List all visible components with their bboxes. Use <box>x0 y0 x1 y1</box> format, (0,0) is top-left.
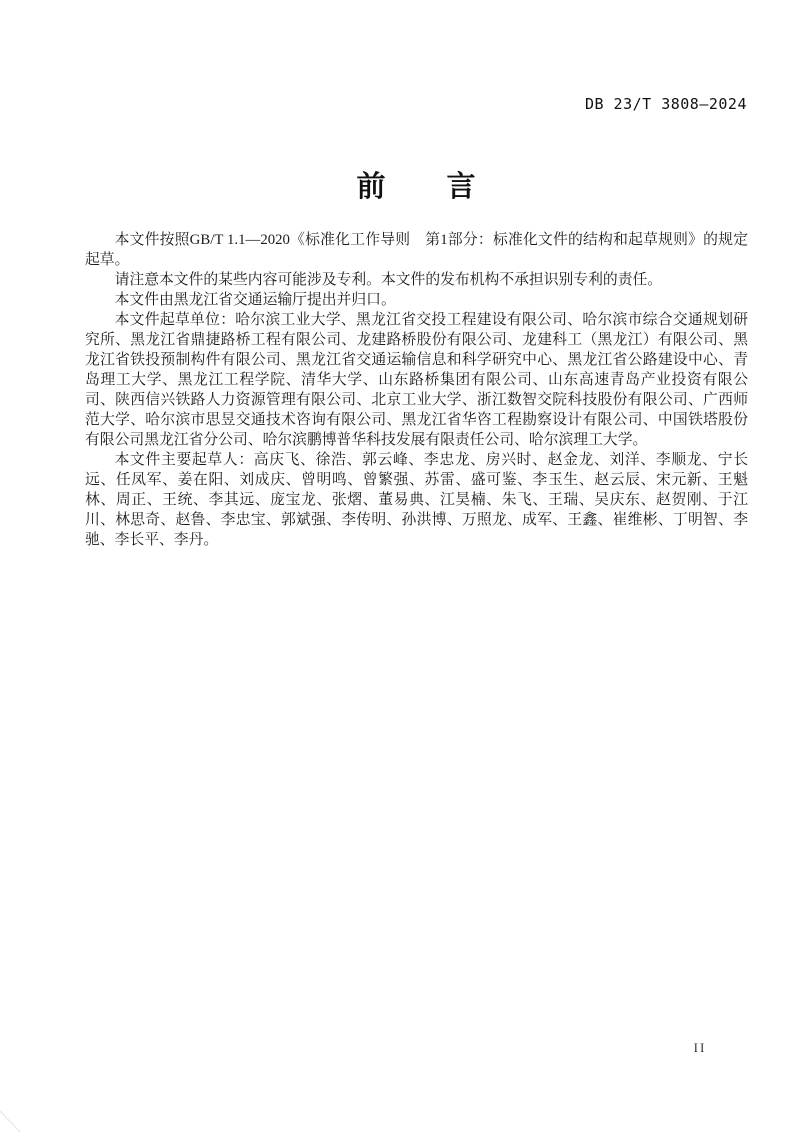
paragraph-drafting-rules: 本文件按照GB/T 1.1—2020《标准化工作导则 第1部分：标准化文件的结构和起草规则》的规定起草。 <box>85 232 748 268</box>
foreword-body <box>85 230 748 550</box>
paragraph-main-drafters: 本文件主要起草人：高庆飞、徐浩、郭云峰、李忠龙、房兴时、赵金龙、刘洋、李顺龙、宁长远、任凤军、姜在阳、刘成庆、曾明鸣、曾繁强、苏雷、盛可鉴、李玉生、赵云辰、宋元新、王魁林、周正、王统、李其远、庞宝龙、张熠、董易典、江昊楠、朱飞、王瑞、吴庆东、赵贺刚、于江川、林思奇、赵鲁、李忠宝、郭斌强、李传明、孙洪博、万照龙、成军、王鑫、崔维彬、丁明智、李驰、李长平、李丹。 <box>85 452 748 548</box>
paragraph-drafting-organizations: 本文件起草单位：哈尔滨工业大学、黑龙江省交投工程建设有限公司、哈尔滨市综合交通规划研究所、黑龙江省鼎捷路桥工程有限公司、龙建路桥股份有限公司、龙建科工（黑龙江）有限公司、黑龙江省铁投预制构件有限公司、黑龙江省交通运输信息和科学研究中心、黑龙江省公路建设中心、青岛理工大学、黑龙江工程学院、清华大学、山东路桥集团有限公司、山东高速青岛产业投资有限公司、陕西信兴铁路人力资源管理有限公司、北京工业大学、浙江数智交院科技股份有限公司、广西师范大学、哈尔滨市思昱交通技术咨询有限公司、黑龙江省华咨工程勘察设计有限公司、中国铁塔股份有限公司黑龙江省分公司、哈尔滨鹏博普华科技发展有限责任公司、哈尔滨理工大学。 <box>85 312 748 448</box>
paragraph-patent-notice: 请注意本文件的某些内容可能涉及专利。本文件的发布机构不承担识别专利的责任。 <box>114 272 663 288</box>
standard-number-header: DB 23/T 3808—2024 <box>584 95 747 113</box>
page-number: II <box>693 1040 707 1055</box>
scan-artifact-line <box>0 1098 40 1132</box>
paragraph-proposing-authority: 本文件由黑龙江省交通运输厅提出并归口。 <box>114 292 396 308</box>
foreword-title: 前 言 <box>356 169 477 203</box>
